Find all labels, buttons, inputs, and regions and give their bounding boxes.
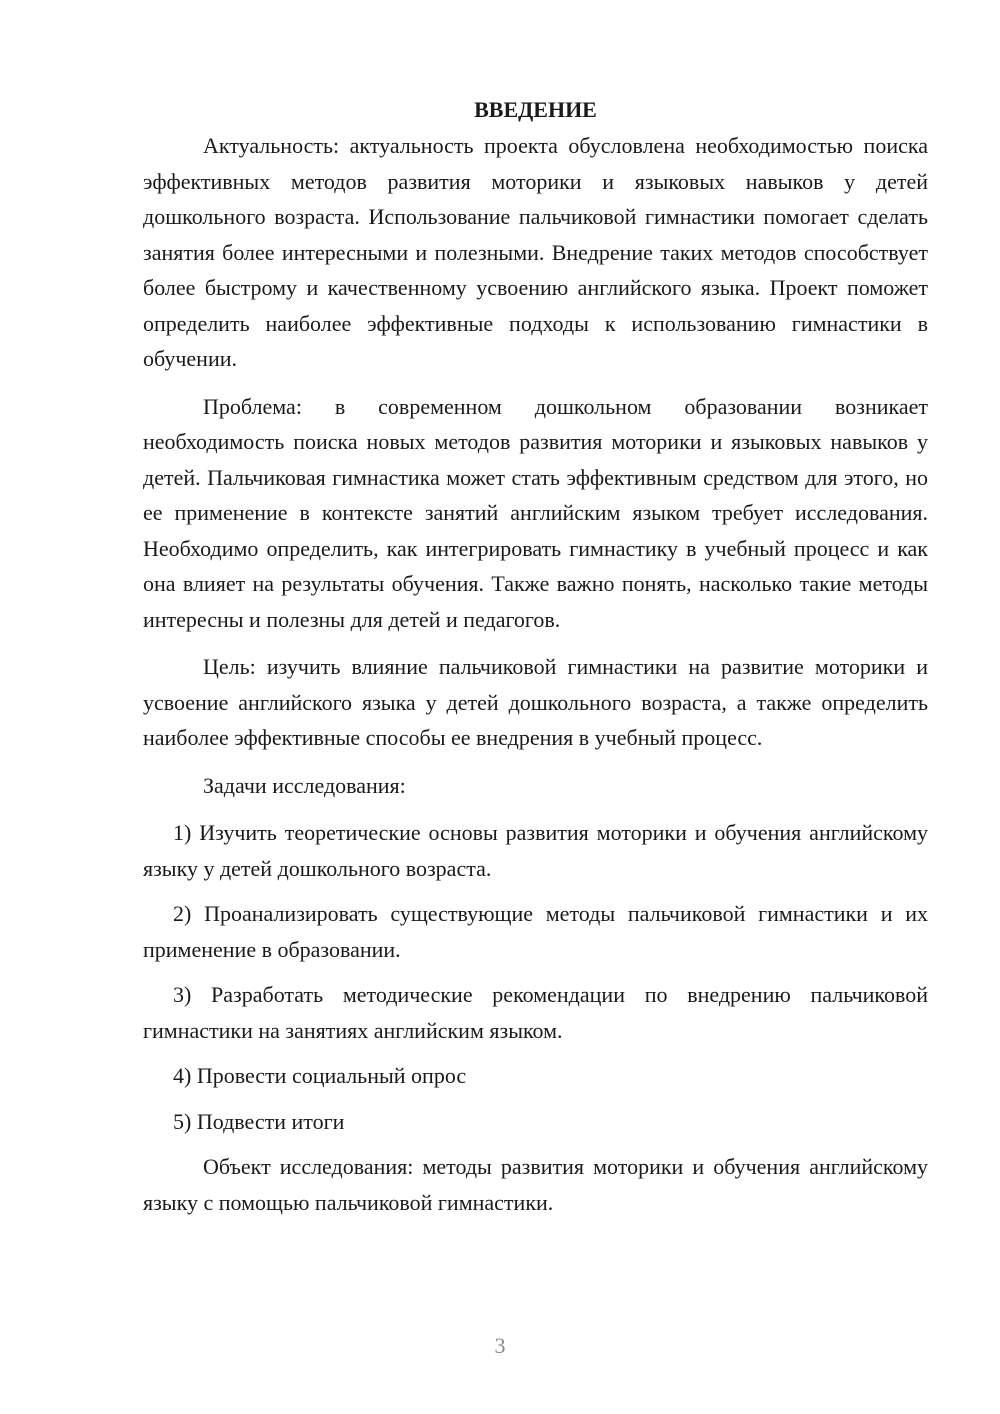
tasks-heading: Задачи исследования: — [203, 772, 406, 798]
task-item-4: 4) Провести социальный опрос — [173, 1063, 467, 1088]
task-item-1: 1) Изучить теоретические основы развития моторики и обучения английскому языку у детей дошкольного возраста. — [143, 820, 928, 881]
page-number: 3 — [494, 1333, 506, 1358]
task-item-3: 3) Разработать методические рекомендации по внедрению пальчиковой гимнастики на занятиях английским языком. — [143, 982, 928, 1043]
document-page — [143, 92, 928, 1232]
task-item-5: 5) Подвести итоги — [173, 1108, 345, 1134]
problem-paragraph: Проблема: в современном дошкольном образовании возникает необходимость поиска новых методов развития моторики и языковых навыков у детей. Пальчиковая гимнастика может стать эффективным средством для этого, но ее применение в контексте занятий английским языком требует исследования. Необходимо определить, как интегрировать гимнастику в учебный процесс и как она влияет на результаты обучения. Также важно понять, насколько такие методы интересны и полезны для детей и педагогов. — [143, 393, 928, 632]
relevance-paragraph: Актуальность: актуальность проекта обусловлена необходимостью поиска эффективных методов развития моторики и языковых навыков у детей дошкольного возраста. Использование пальчиковой гимнастики помогает сделать занятия более интересными и полезными. Внедрение таких методов способствует более быстрому и качественному усвоению английского языка. Проект поможет определить наиболее эффективные подходы к использованию гимнастики в обучении. — [143, 133, 928, 371]
object-paragraph: Объект исследования: методы развития моторики и обучения английскому языку с помощью пальчиковой гимнастики. — [143, 1154, 928, 1215]
section-title: ВВЕДЕНИЕ — [474, 97, 597, 122]
task-item-2: 2) Проанализировать существующие методы пальчиковой гимнастики и их применение в образовании. — [143, 901, 928, 962]
goal-paragraph: Цель: изучить влияние пальчиковой гимнастики на развитие моторики и усвоение английского языка у детей дошкольного возраста, а также определить наиболее эффективные способы ее внедрения в учебный процесс. — [143, 654, 928, 750]
